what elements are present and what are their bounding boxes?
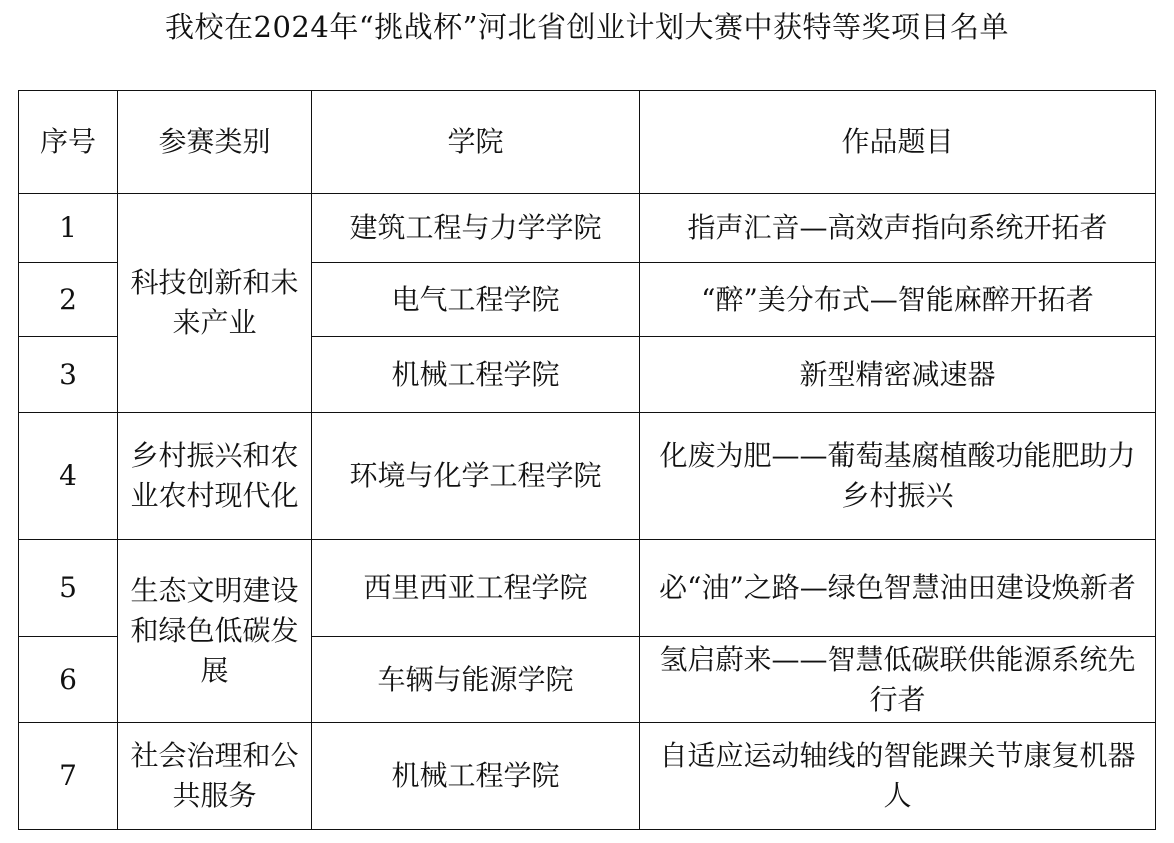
row-index: 4 bbox=[19, 413, 118, 540]
row-index: 3 bbox=[19, 337, 118, 413]
project-title-cell: “醉”美分布式—智能麻醉开拓者 bbox=[640, 263, 1156, 337]
college-cell: 电气工程学院 bbox=[312, 263, 640, 337]
award-list-table bbox=[18, 90, 1156, 830]
project-title-cell: 自适应运动轴线的智能踝关节康复机器人 bbox=[640, 723, 1156, 830]
college-cell: 机械工程学院 bbox=[312, 723, 640, 830]
category-cell: 乡村振兴和农业农村现代化 bbox=[118, 413, 312, 540]
table-header-row bbox=[19, 91, 1156, 194]
college-cell: 车辆与能源学院 bbox=[312, 637, 640, 723]
project-title-cell: 必“油”之路—绿色智慧油田建设焕新者 bbox=[640, 540, 1156, 637]
header-college: 学院 bbox=[312, 91, 640, 194]
table-row bbox=[19, 723, 1156, 830]
row-index: 5 bbox=[19, 540, 118, 637]
row-index: 1 bbox=[19, 194, 118, 263]
header-project-title: 作品题目 bbox=[640, 91, 1156, 194]
row-index: 7 bbox=[19, 723, 118, 830]
college-cell: 环境与化学工程学院 bbox=[312, 413, 640, 540]
page-title: 我校在2024年“挑战杯”河北省创业计划大赛中获特等奖项目名单 bbox=[165, 10, 1009, 44]
college-cell: 机械工程学院 bbox=[312, 337, 640, 413]
category-cell: 社会治理和公共服务 bbox=[118, 723, 312, 830]
category-cell: 生态文明建设和绿色低碳发展 bbox=[118, 540, 312, 723]
table-row bbox=[19, 194, 1156, 263]
college-cell: 建筑工程与力学学院 bbox=[312, 194, 640, 263]
project-title-cell: 新型精密减速器 bbox=[640, 337, 1156, 413]
project-title-cell: 指声汇音—高效声指向系统开拓者 bbox=[640, 194, 1156, 263]
college-cell: 西里西亚工程学院 bbox=[312, 540, 640, 637]
table-row bbox=[19, 540, 1156, 637]
row-index: 2 bbox=[19, 263, 118, 337]
project-title-cell: 氢启蔚来——智慧低碳联供能源系统先行者 bbox=[640, 637, 1156, 723]
header-category: 参赛类别 bbox=[118, 91, 312, 194]
project-title-cell: 化废为肥——葡萄基腐植酸功能肥助力乡村振兴 bbox=[640, 413, 1156, 540]
table-row bbox=[19, 413, 1156, 540]
header-index: 序号 bbox=[19, 91, 118, 194]
row-index: 6 bbox=[19, 637, 118, 723]
category-cell: 科技创新和未来产业 bbox=[118, 194, 312, 413]
